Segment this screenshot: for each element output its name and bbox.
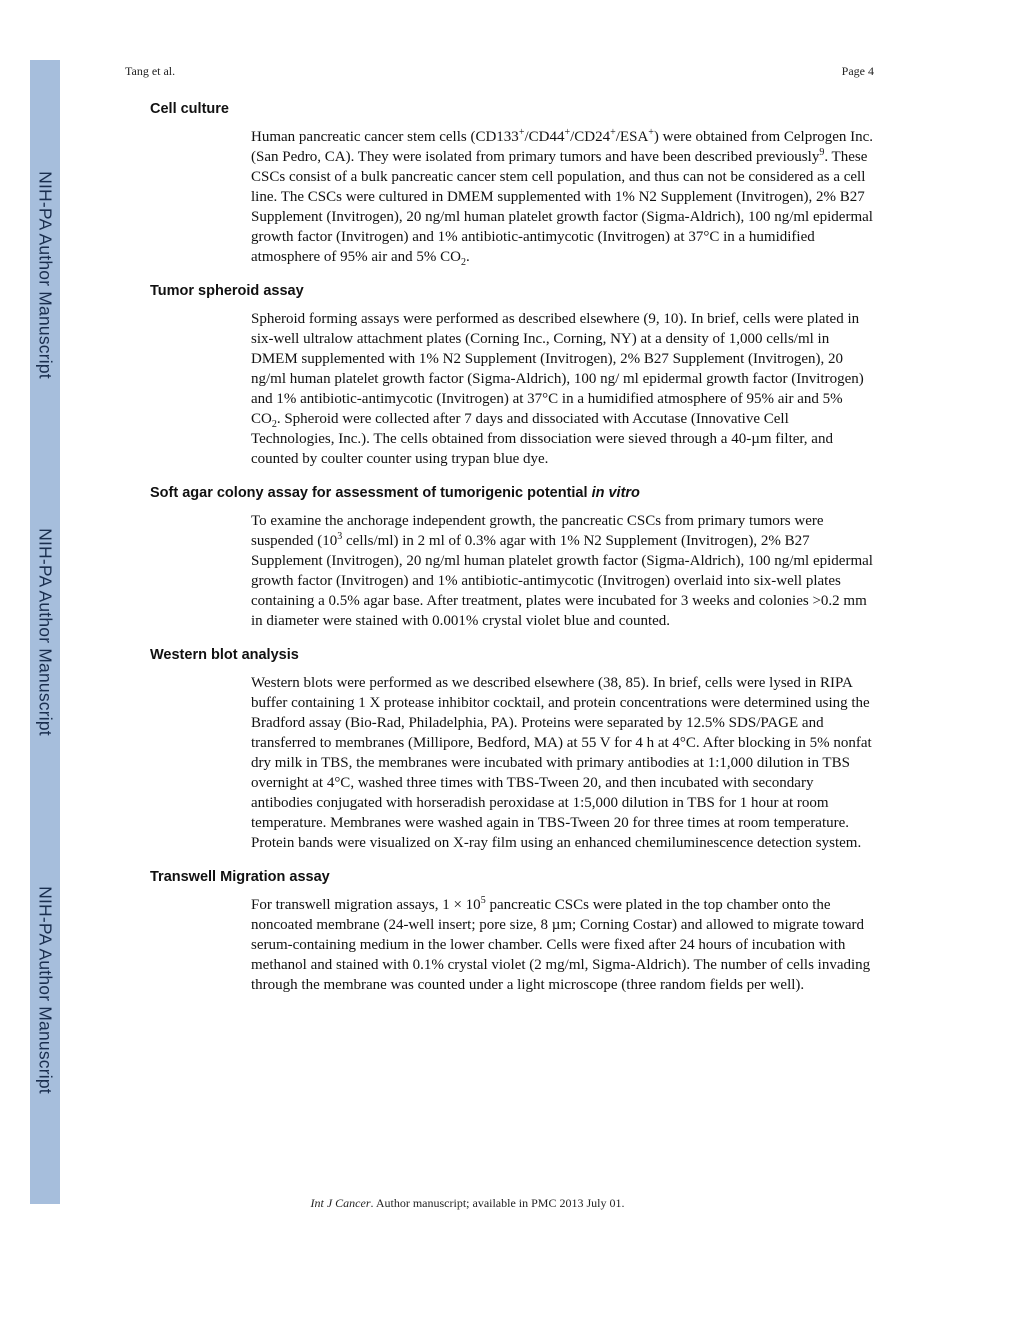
- article-body: [150, 99, 875, 1009]
- section-paragraph: Human pancreatic cancer stem cells (CD133+/CD44+/CD24+/ESA+) were obtained from Celprogen Inc. (San Pedro, CA). They were isolated from primary tumors and have been described previously$^9$. These CSCs consist of a bulk pancreatic cancer stem cell population, and thus can not be considered as a cell line. The CSCs were cultured in DMEM supplemented with 1% N2 Supplement (Invitrogen), 2% B27 Supplement (Invitrogen), 20 ng/ml human platelet growth factor (Sigma-Aldrich), 100 ng/ml epidermal growth factor (Invitrogen) and 1% antibiotic-antimycotic (Invitrogen) at 37°C in a humidified atmosphere of 95% air and 5% $CO_2$.: [251, 127, 874, 268]
- section-heading: Western blot analysis: [150, 647, 299, 663]
- section-heading-italic: in vitro: [591, 485, 640, 501]
- watermark-label-1: NIH-PA Author Manuscript: [35, 171, 56, 379]
- section-paragraph: To examine the anchorage independent growth, the pancreatic CSCs from primary tumors were suspended ($10^3$ cells/ml) in 2 ml of 0.3% agar with 1% N2 Supplement (Invitrogen), 2% B27 Supplement (Invitrogen), 20 ng/ml human platelet growth factor (Sigma-Aldrich), 100 ng/ml epidermal growth factor (Invitrogen) and 1% antibiotic-antimycotic (Invitrogen) overlaid into six-well plates containing a 0.5% agar base. After treatment, plates were incubated for 3 weeks and colonies >0.2 mm in diameter were stained with 0.001% crystal violet blue and counted.: [251, 513, 873, 629]
- page-footer: [0, 1196, 935, 1211]
- section-tumor-spheroid-assay: [150, 281, 875, 469]
- running-header-page: Page 4: [841, 64, 874, 78]
- section-paragraph: Western blots were performed as we described elsewhere (38, 85). In brief, cells were lysed in RIPA buffer containing 1 X protease inhibitor cocktail, and protein concentrations were determined using the Bradford assay (Bio-Rad, Philadelphia, PA). Proteins were separated by 12.5% SDS/PAGE and transferred to membranes (Millipore, Bedford, MA) at 55 V for 4 h at 4°C. After blocking in 5% nonfat dry milk in TBS, the membranes were incubated with primary antibodies at 1:1,000 dilution in TBS overnight at 4°C, washed three times with TBS-Tween 20, and then incubated with secondary antibodies conjugated with horseradish peroxidase at 1:5,000 dilution in TBS for 1 hour at room temperature. Membranes were washed again in TBS-Tween 20 for three times at room temperature. Protein bands were visualized on X-ray film using an enhanced chemiluminescence detection system.: [251, 675, 872, 851]
- footer-text: . Author manuscript; available in PMC 2013 July 01.: [370, 1196, 625, 1210]
- footer-journal: Int J Cancer: [310, 1196, 371, 1210]
- section-heading: Transwell Migration assay: [150, 869, 330, 885]
- section-western-blot: [150, 645, 875, 853]
- section-paragraph: For transwell migration assays, $1 \times 10^5$ pancreatic CSCs were plated in the top chamber onto the noncoated membrane (24-well insert; pore size, 8 µm; Corning Costar) and allowed to migrate toward serum-containing medium in the lower chamber. Cells were fixed after 24 hours of incubation with methanol and stained with 0.1% crystal violet (2 mg/ml, Sigma-Aldrich). The number of cells invading through the membrane was counted under a light microscope (three random fields per well).: [251, 895, 871, 993]
- section-paragraph: Spheroid forming assays were performed as described elsewhere (9, 10). In brief, cells were plated in six-well ultralow attachment plates (Corning Inc., Corning, NY) at a density of 1,000 cells/ml in DMEM supplemented with 1% N2 Supplement (Invitrogen), 2% B27 Supplement (Invitrogen), 20 ng/ml human platelet growth factor (Sigma-Aldrich), 100 ng/ ml epidermal growth factor (Invitrogen) and 1% antibiotic-antimycotic (Invitrogen) at 37°C in a humidified atmosphere of 95% air and 5% $CO_2$. Spheroid were collected after 7 days and dissociated with Accutase (Innovative Cell Technologies, Inc.). The cells obtained from dissociation were sieved through a 40-µm filter, and counted by coulter counter using trypan blue dye.: [251, 311, 864, 467]
- section-heading: Soft agar colony assay for assessment of tumorigenic potential in vitro: [150, 485, 640, 501]
- watermark-label-3: NIH-PA Author Manuscript: [35, 886, 56, 1094]
- section-heading: Cell culture: [150, 101, 229, 117]
- section-soft-agar-assay: [150, 483, 875, 631]
- section-heading: Tumor spheroid assay: [150, 283, 304, 299]
- section-transwell-migration: [150, 867, 875, 995]
- section-cell-culture: [150, 99, 875, 267]
- watermark-label-2: NIH-PA Author Manuscript: [35, 528, 56, 736]
- running-header-authors: Tang et al.: [125, 64, 176, 78]
